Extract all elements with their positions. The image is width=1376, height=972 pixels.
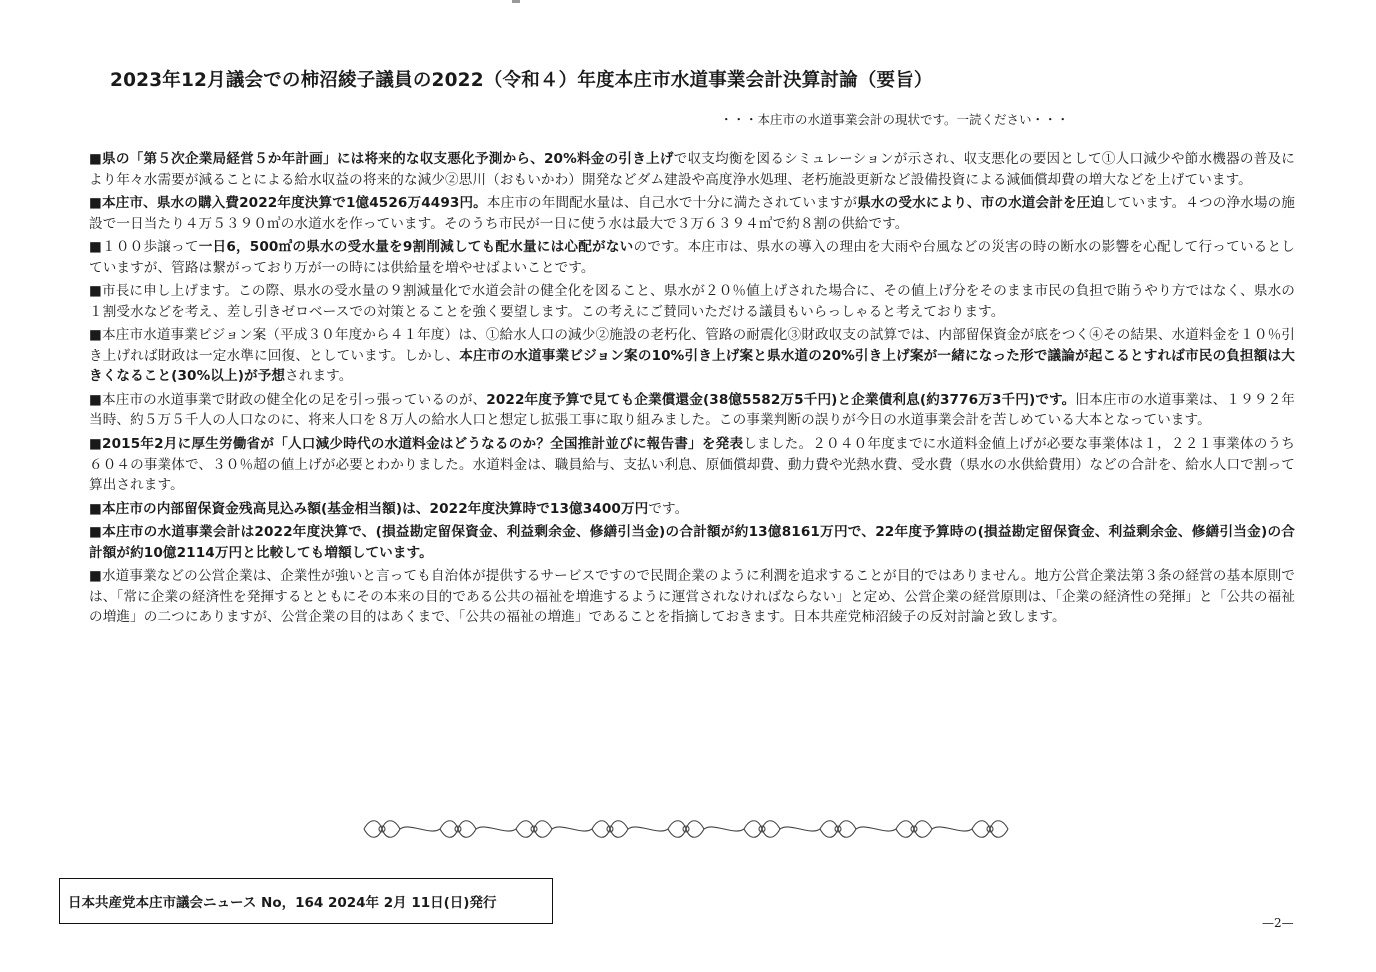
paragraph-text: ■水道事業などの公営企業は、企業性が強いと言っても自治体が提供するサービスですので民間企業のように利潤を追求することが目的ではありません。地方公営企業法第３条の経営の基本原則では、「常に企業の経済性を発揮するとともにその本来の目的である公共の福祉を増進するように運営されなければならない」と定め、公営企業の経営原則は、「企業の経済性の発揮」と「公共の福祉の増進」の二つにありますが、公営企業の目的はあくまで、「公共の福祉の増進」であることを指摘しておきます。日本共産党柿沼綾子の反対討論と致します。 <box>89 568 1295 626</box>
scan-mark <box>512 0 520 3</box>
page-subtitle: ・・・本庄市の水道事業会計の現状です。一読ください・・・ <box>720 112 1070 127</box>
paragraph-text: ■本庄市の水道事業で財政の健全化の足を引っ張っているのが、 <box>89 391 487 408</box>
paragraph <box>89 566 1295 628</box>
paragraph <box>89 390 1295 431</box>
paragraph-text: しています。４つの浄水場の施設で一日当たり４万５３９０㎥の水道水を作っています。そのうち市民が一日に使う水は最大で３万６３９４㎥で約８割の供給です。 <box>89 195 1295 232</box>
paragraph-text: で収支均衡を図るシミュレーションが示され、収支悪化の要因として①人口減少や節水機器の普及により年々水需要が減ることによる給水収益の将来的な減少②思川（おもいかわ）開発などダム建設や高度浄水処理、老朽施設更新など設備投資による減価償却費の増大などを上げています。 <box>89 151 1296 188</box>
paragraph <box>89 237 1295 278</box>
paragraph-text: ■本庄市水道事業ビジョン案（平成３０年度から４１年度）は、①給水人口の減少②施設の老朽化、管路の耐震化③財政収支の試算では、内部留保資金が底をつく④その結果、水道料金を１０％引き上げれば財政は一定水準に回復、としています。しかし、 <box>89 327 1295 364</box>
newsletter-info: 日本共産党本庄市議会ニュース No，164 2024年 2月 11日(日)発行 <box>59 878 553 924</box>
paragraph <box>89 522 1295 563</box>
paragraph <box>89 325 1295 387</box>
paragraph-text: しました。２０４０年度までに水道料金値上げが必要な事業体は１，２２１事業体のうち６０４の事業体で、３０％超の値上げが必要とわかりました。水道料金は、職員給与、支払い利息、原価償却費、動力費や光熱水費、受水費（県水の水供給費用）などの合計を、給水人口で割って算出されます。 <box>89 436 1295 494</box>
emphasized-text: 本庄市の水道事業ビジョン案の10%引き上げ案と県水道の20%引き上げ案が一緒になった形で議論が起こるとすれば市民の負担額は大きくなること(30%以上)が予想 <box>89 347 1295 385</box>
emphasized-text: ■2015年2月に厚生労働省が「人口減少時代の水道料金はどうなるのか？全国推計並びに報告書」を発表 <box>89 436 744 453</box>
page-number: —2— <box>1262 916 1294 930</box>
paragraph-text: 旧本庄市の水道事業は、１９９２年当時、約５万５千人の人口なのに、将来人口を８万人の給水人口と想定し拡張工事に取り組みました。この事業判断の誤りが今日の水道事業会計を苦しめている大本となっています。 <box>89 391 1295 429</box>
emphasized-text: ■県の「第５次企業局経営５か年計画」には将来的な収支悪化予測から、20%料金の引き上げ <box>89 151 674 167</box>
paragraph-text: ■市長に申し上げます。この際、県水の受水量の９割減量化で水道会計の健全化を図ること、県水が２０％値上げされた場合に、その値上げ分をそのまま市民の負担で賄うやり方ではなく、県水の１割受水などを考え、差し引きゼロベースでの対策とることを強く要望します。この考えにご賛同いただける議員もいらっしゃると考えております。 <box>89 283 1295 320</box>
emphasized-text: ■本庄市の内部留保資金残高見込み額(基金相当額)は、2022年度決算時で13億3400万円 <box>89 500 649 517</box>
page-title: 2023年12月議会での柿沼綾子議員の2022（令和４）年度本庄市水道事業会計決算討論（要旨） <box>110 70 933 91</box>
emphasized-text: 県水の受水により、市の水道会計を圧迫 <box>857 195 1105 212</box>
paragraph <box>89 281 1295 322</box>
emphasized-text: 2022年度予算で見ても企業償還金(38億5582万5千円)と企業債利息(約3776万3千円)です。 <box>486 391 1076 408</box>
article-body <box>89 149 1295 631</box>
paragraph <box>89 149 1295 190</box>
emphasized-text: ■本庄市、県水の購入費2022年度決算で1億4526万4493円。 <box>89 195 487 212</box>
paragraph-text: ■１００歩譲って <box>89 239 199 256</box>
emphasized-text: 一日6，500㎥の県水の受水量を9割削減しても配水量には心配がない <box>198 239 634 256</box>
emphasized-text: ■本庄市の水道事業会計は2022年度決算で、(損益勘定留保資金、利益剰余金、修繕引当金)の合計額が約13億8161万円で、22年度予算時の(損益勘定留保資金、利益剰余金、修繕引当金)の合計額が約10億2114万円と比較しても増額しています。 <box>89 524 1295 561</box>
paragraph-text: のです。本庄市は、県水の導入の理由を大雨や台風などの災害の時の断水の影響を心配して行っているとしていますが、管路は繋がっており万が一の時には供給量を増やせばよいことです。 <box>89 239 1295 276</box>
paragraph-text: 本庄市の年間配水量は、自己水で十分に満たされていますが <box>486 195 858 212</box>
paragraph <box>89 499 1295 520</box>
paragraph-text: されます。 <box>285 368 353 385</box>
paragraph <box>89 193 1295 234</box>
floral-divider-icon <box>362 814 1012 844</box>
paragraph-text: です。 <box>648 500 689 517</box>
paragraph <box>89 434 1295 496</box>
